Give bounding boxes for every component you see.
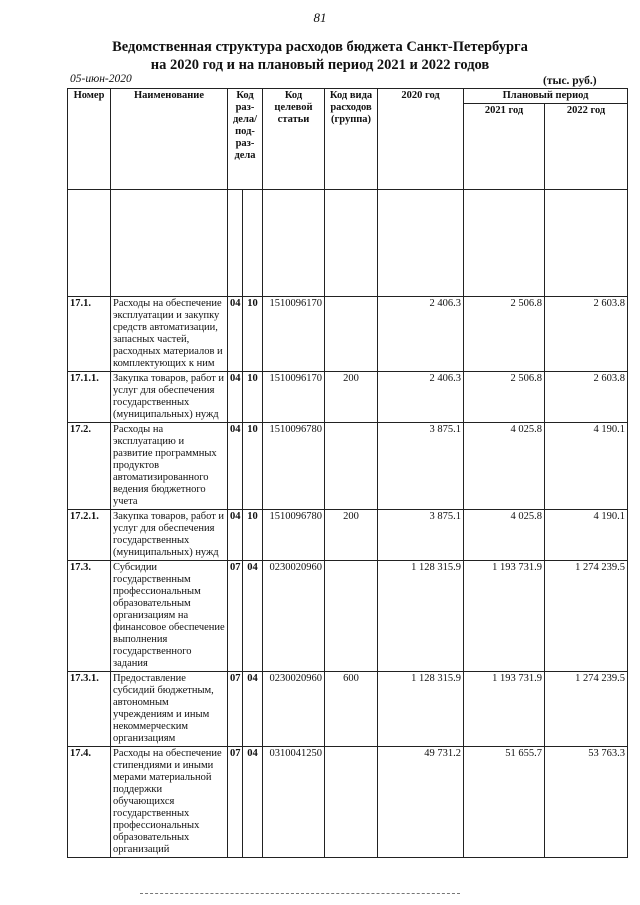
empty-cell	[243, 190, 263, 297]
row-target-code: 1510096780	[263, 423, 325, 510]
bottom-rule	[140, 893, 460, 894]
row-amount-2021: 51 655.7	[464, 747, 545, 858]
header-2021: 2021 год	[464, 104, 545, 190]
table-row	[68, 372, 628, 423]
row-number: 17.3.	[68, 561, 111, 672]
row-subsection: 04	[243, 672, 263, 747]
row-target-code: 1510096170	[263, 297, 325, 372]
row-expense-type: 600	[325, 672, 378, 747]
table-row	[68, 672, 628, 747]
row-target-code: 0230020960	[263, 672, 325, 747]
header-name: Наименование	[111, 89, 228, 190]
table-row	[68, 561, 628, 672]
row-number: 17.1.1.	[68, 372, 111, 423]
row-amount-2020: 1 128 315.9	[378, 561, 464, 672]
empty-cell	[111, 190, 228, 297]
row-amount-2020: 3 875.1	[378, 510, 464, 561]
header-2022: 2022 год	[545, 104, 628, 190]
row-amount-2020: 2 406.3	[378, 372, 464, 423]
row-section: 04	[228, 372, 243, 423]
row-section: 07	[228, 561, 243, 672]
row-subsection: 10	[243, 297, 263, 372]
empty-cell	[228, 190, 243, 297]
header-2020: 2020 год	[378, 89, 464, 190]
budget-table	[67, 88, 628, 858]
row-amount-2021: 1 193 731.9	[464, 561, 545, 672]
row-name: Расходы на обеспечение эксплуатации и закупку средств автоматизации, запасных частей, расходных материалов и комплектующих к ним	[111, 297, 228, 372]
empty-cell	[464, 190, 545, 297]
table-row	[68, 423, 628, 510]
row-amount-2022: 2 603.8	[545, 372, 628, 423]
header-section-code: Код раз- дела/ под- раз- дела	[228, 89, 263, 190]
empty-cell	[325, 190, 378, 297]
row-amount-2022: 2 603.8	[545, 297, 628, 372]
row-subsection: 04	[243, 747, 263, 858]
table-row	[68, 510, 628, 561]
row-amount-2021: 4 025.8	[464, 510, 545, 561]
row-name: Предоставление субсидий бюджетным, автономным учреждениям и иным некоммерческим организациям	[111, 672, 228, 747]
document-date: 05-июн-2020	[70, 73, 132, 85]
row-subsection: 10	[243, 372, 263, 423]
row-amount-2020: 1 128 315.9	[378, 672, 464, 747]
row-expense-type	[325, 423, 378, 510]
row-amount-2021: 4 025.8	[464, 423, 545, 510]
header-target-code: Код целевой статьи	[263, 89, 325, 190]
row-number: 17.1.	[68, 297, 111, 372]
row-amount-2022: 4 190.1	[545, 510, 628, 561]
row-number: 17.4.	[68, 747, 111, 858]
row-amount-2021: 2 506.8	[464, 372, 545, 423]
empty-cell	[263, 190, 325, 297]
row-target-code: 0310041250	[263, 747, 325, 858]
header-number: Номер	[68, 89, 111, 190]
row-expense-type	[325, 561, 378, 672]
row-section: 04	[228, 423, 243, 510]
row-target-code: 1510096170	[263, 372, 325, 423]
row-amount-2020: 3 875.1	[378, 423, 464, 510]
row-target-code: 0230020960	[263, 561, 325, 672]
header-row	[68, 89, 628, 104]
row-number: 17.2.	[68, 423, 111, 510]
spacer-row	[68, 190, 628, 297]
empty-cell	[545, 190, 628, 297]
document-title	[0, 38, 640, 74]
header-planned-period: Плановый период	[464, 89, 628, 104]
row-expense-type	[325, 297, 378, 372]
row-number: 17.2.1.	[68, 510, 111, 561]
empty-cell	[68, 190, 111, 297]
units-label: (тыс. руб.)	[543, 75, 597, 87]
row-amount-2022: 53 763.3	[545, 747, 628, 858]
row-subsection: 10	[243, 423, 263, 510]
row-section: 07	[228, 747, 243, 858]
row-amount-2022: 4 190.1	[545, 423, 628, 510]
row-amount-2021: 2 506.8	[464, 297, 545, 372]
table-row	[68, 297, 628, 372]
row-name: Закупка товаров, работ и услуг для обеспечения государственных (муниципальных) нужд	[111, 510, 228, 561]
row-subsection: 04	[243, 561, 263, 672]
row-section: 04	[228, 297, 243, 372]
row-number: 17.3.1.	[68, 672, 111, 747]
row-expense-type: 200	[325, 510, 378, 561]
row-subsection: 10	[243, 510, 263, 561]
row-name: Закупка товаров, работ и услуг для обеспечения государственных (муниципальных) нужд	[111, 372, 228, 423]
table-row	[68, 747, 628, 858]
row-amount-2020: 49 731.2	[378, 747, 464, 858]
row-section: 04	[228, 510, 243, 561]
header-expense-type: Код вида расходов (группа)	[325, 89, 378, 190]
row-amount-2021: 1 193 731.9	[464, 672, 545, 747]
row-name: Субсидии государственным профессиональным образовательным организациям на финансовое обеспечение выполнения государственного задания	[111, 561, 228, 672]
page-number: 81	[313, 10, 327, 25]
row-target-code: 1510096780	[263, 510, 325, 561]
row-section: 07	[228, 672, 243, 747]
row-amount-2022: 1 274 239.5	[545, 672, 628, 747]
row-amount-2022: 1 274 239.5	[545, 561, 628, 672]
row-name: Расходы на эксплуатацию и развитие программных продуктов автоматизированного ведения бюджетного учета	[111, 423, 228, 510]
row-expense-type	[325, 747, 378, 858]
row-name: Расходы на обеспечение стипендиями и иными мерами материальной поддержки обучающихся государственных профессиональных образовательных организаций	[111, 747, 228, 858]
empty-cell	[378, 190, 464, 297]
row-amount-2020: 2 406.3	[378, 297, 464, 372]
title-line-2: на 2020 год и на плановый период 2021 и 2022 годов	[150, 57, 490, 73]
title-line-1: Ведомственная структура расходов бюджета Санкт-Петербурга	[112, 39, 528, 55]
row-expense-type: 200	[325, 372, 378, 423]
